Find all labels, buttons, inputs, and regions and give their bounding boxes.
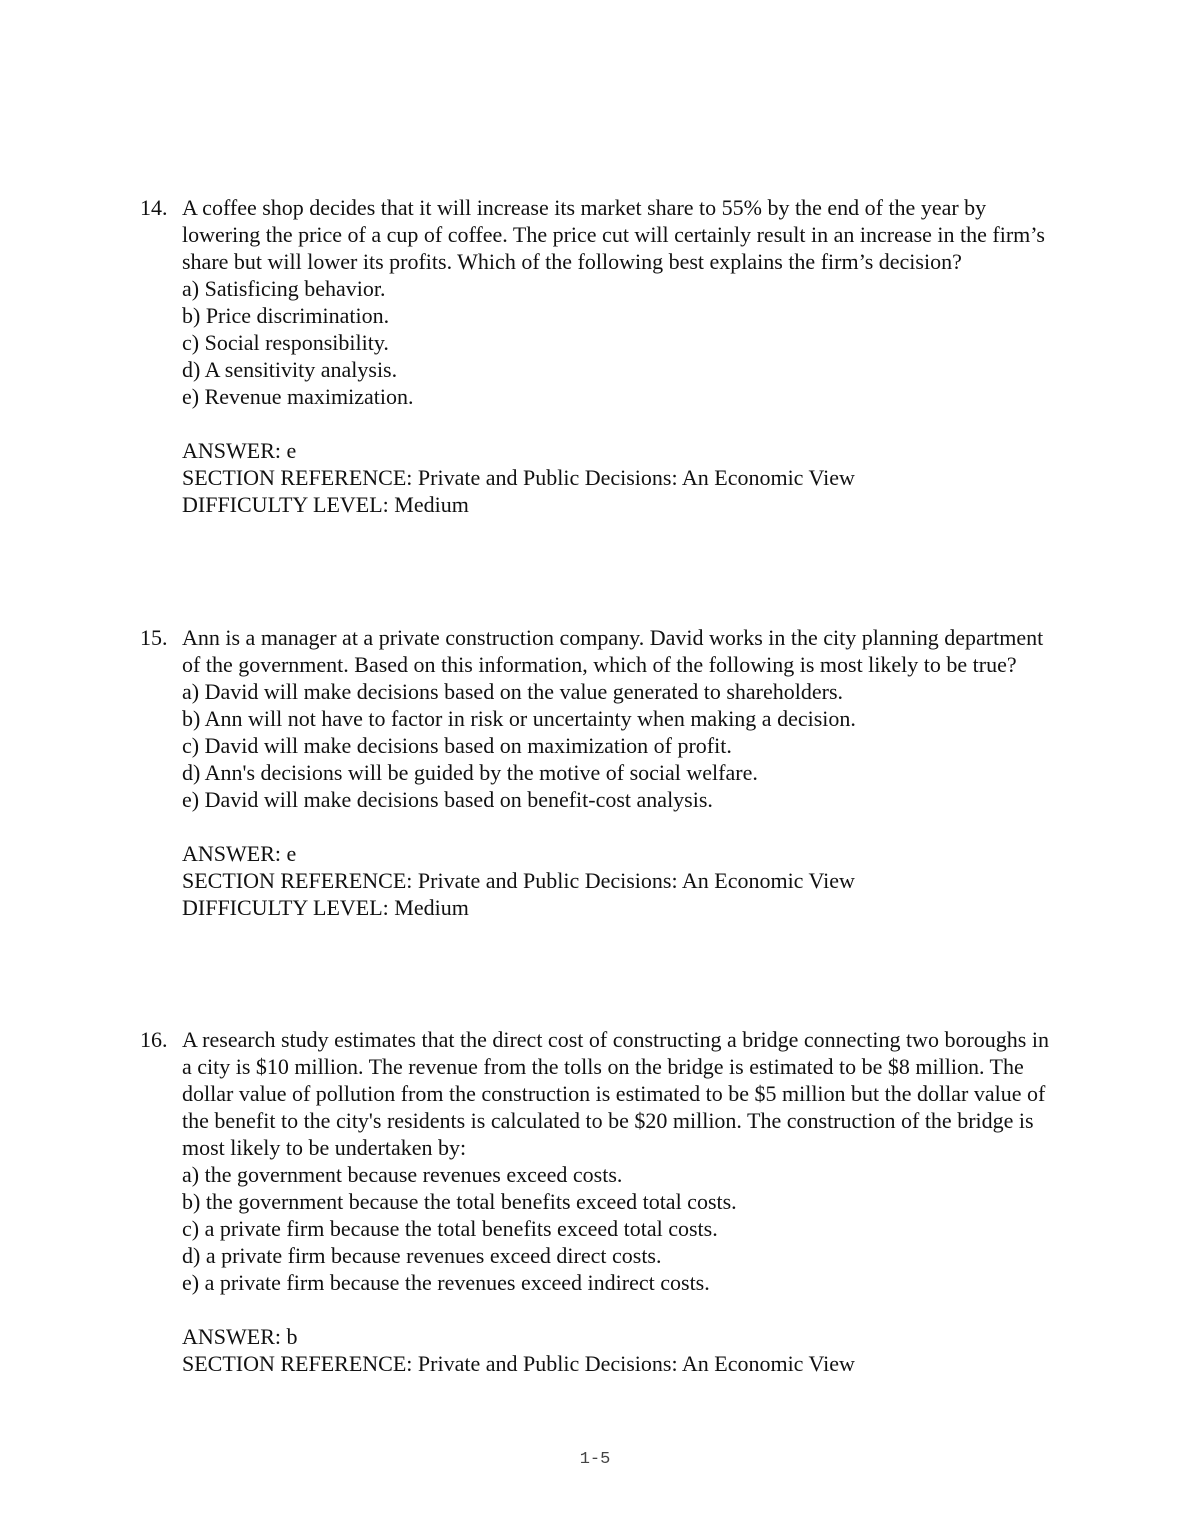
answer-options bbox=[182, 275, 1060, 410]
section-reference: SECTION REFERENCE: Private and Public Decisions: An Economic View bbox=[182, 868, 855, 893]
answer-line: ANSWER: e bbox=[182, 841, 297, 866]
option-b: b) the government because the total benefits exceed total costs. bbox=[182, 1189, 737, 1214]
section-reference: SECTION REFERENCE: Private and Public Decisions: An Economic View bbox=[182, 465, 855, 490]
question-stem: A research study estimates that the direct cost of constructing a bridge connecting two boroughs in a city is $10 million. The revenue from the tolls on the bridge is estimated to be $8 million. The dollar value of pollution from the construction is estimated to be $5 million but the dollar value of the benefit to the city's residents is calculated to be $20 million. The construction of the bridge is most likely to be undertaken by: bbox=[182, 1027, 1049, 1160]
question-15 bbox=[140, 624, 1060, 921]
question-number: 14. bbox=[140, 195, 168, 220]
option-b: b) Price discrimination. bbox=[182, 303, 390, 328]
answer-line: ANSWER: b bbox=[182, 1324, 298, 1349]
question-14 bbox=[140, 194, 1060, 518]
difficulty-level: DIFFICULTY LEVEL: Medium bbox=[182, 895, 469, 920]
option-e: e) Revenue maximization. bbox=[182, 384, 414, 409]
question-body bbox=[182, 624, 1060, 921]
option-a: a) David will make decisions based on the value generated to shareholders. bbox=[182, 679, 843, 704]
option-e: e) David will make decisions based on benefit-cost analysis. bbox=[182, 787, 713, 812]
section-reference: SECTION REFERENCE: Private and Public Decisions: An Economic View bbox=[182, 1351, 855, 1376]
difficulty-level: DIFFICULTY LEVEL: Medium bbox=[182, 492, 469, 517]
answer-options bbox=[182, 1161, 1060, 1296]
option-d: d) Ann's decisions will be guided by the motive of social welfare. bbox=[182, 760, 758, 785]
question-meta bbox=[182, 437, 1060, 518]
question-number: 16. bbox=[140, 1027, 168, 1052]
question-16 bbox=[140, 1026, 1060, 1377]
option-e: e) a private firm because the revenues exceed indirect costs. bbox=[182, 1270, 710, 1295]
question-meta bbox=[182, 1323, 1060, 1377]
option-b: b) Ann will not have to factor in risk or uncertainty when making a decision. bbox=[182, 706, 856, 731]
question-stem: Ann is a manager at a private construction company. David works in the city planning department of the government. Based on this information, which of the following is most likely to be true? bbox=[182, 625, 1044, 677]
question-body bbox=[182, 194, 1060, 518]
question-stem: A coffee shop decides that it will increase its market share to 55% by the end of the year by lowering the price of a cup of coffee. The price cut will certainly result in an increase in the firm’s share but will lower its profits. Which of the following best explains the firm’s decision? bbox=[182, 195, 1045, 274]
option-d: d) a private firm because revenues exceed direct costs. bbox=[182, 1243, 662, 1268]
option-c: c) Social responsibility. bbox=[182, 330, 389, 355]
question-number: 15. bbox=[140, 625, 168, 650]
option-d: d) A sensitivity analysis. bbox=[182, 357, 398, 382]
option-a: a) Satisficing behavior. bbox=[182, 276, 386, 301]
option-c: c) David will make decisions based on maximization of profit. bbox=[182, 733, 732, 758]
answer-line: ANSWER: e bbox=[182, 438, 297, 463]
question-meta bbox=[182, 840, 1060, 921]
question-body bbox=[182, 1026, 1060, 1377]
answer-options bbox=[182, 678, 1060, 813]
page-number: 1-5 bbox=[579, 1450, 611, 1469]
option-a: a) the government because revenues exceed costs. bbox=[182, 1162, 623, 1187]
option-c: c) a private firm because the total benefits exceed total costs. bbox=[182, 1216, 718, 1241]
